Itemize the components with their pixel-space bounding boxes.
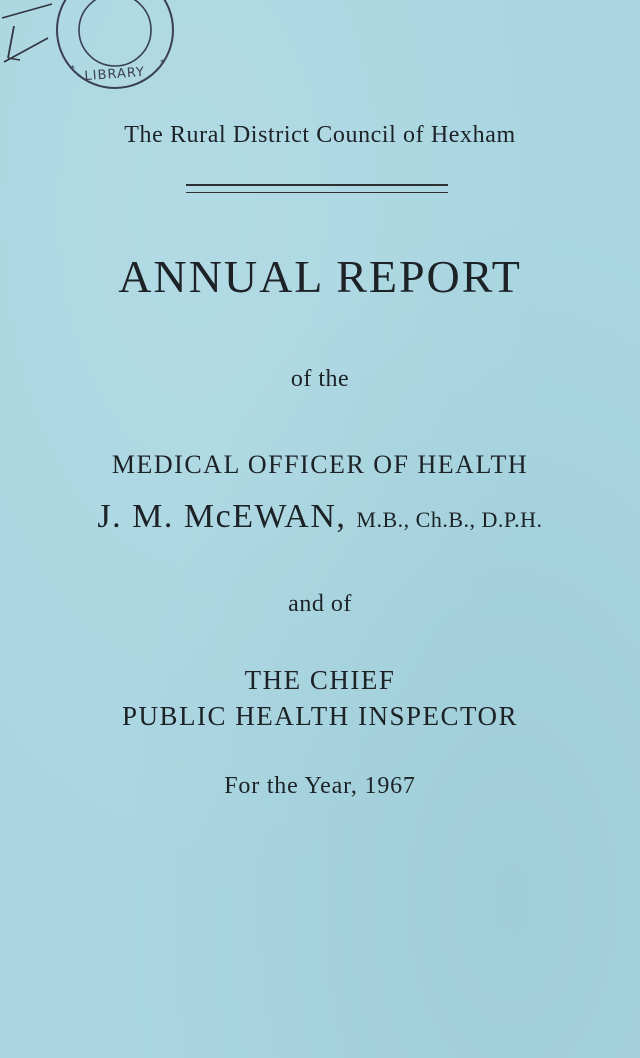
officer-title: MEDICAL OFFICER OF HEALTH [111, 450, 529, 479]
report-title: ANNUAL REPORT [118, 251, 522, 302]
stamp-text: LIBRARY [84, 64, 146, 85]
svg-text:*: * [70, 64, 75, 75]
officer-qualifications: M.B., Ch.B., D.P.H. [356, 507, 543, 532]
of-the-text: of the [290, 366, 350, 392]
report-year: For the Year, 1967 [224, 773, 416, 799]
title-rule [186, 184, 448, 193]
officer-name: J. M. McEWAN, [97, 498, 347, 535]
library-stamp [0, 0, 200, 100]
officer-name-line [0, 498, 640, 536]
inspector-title: PUBLIC HEALTH INSPECTOR [121, 701, 519, 731]
council-name: The Rural District Council of Hexham [124, 122, 516, 148]
svg-text:*: * [160, 58, 165, 69]
chief-title: THE CHIEF [244, 665, 396, 695]
and-of-text: and of [288, 591, 352, 617]
